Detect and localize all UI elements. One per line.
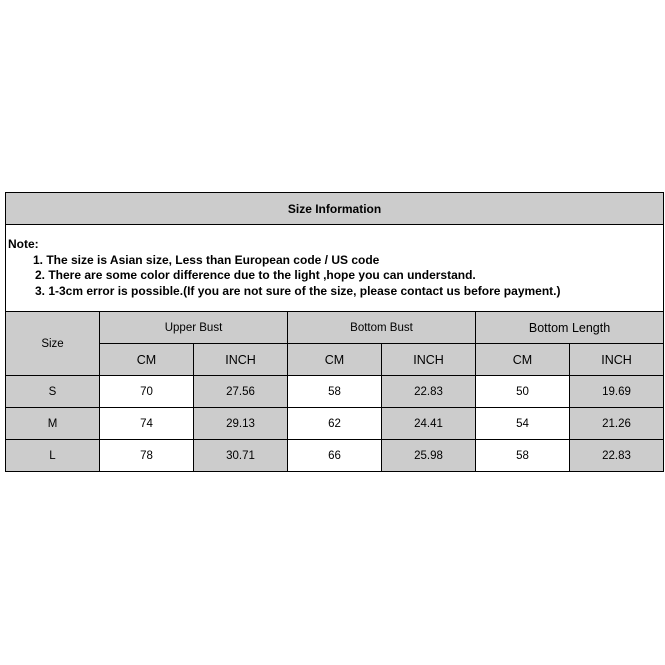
unit-header: INCH — [382, 344, 476, 376]
table-cell: 70 — [100, 376, 194, 408]
table-cell: 29.13 — [194, 408, 288, 440]
size-chart — [5, 192, 663, 472]
unit-header: INCH — [570, 344, 664, 376]
unit-header: CM — [476, 344, 570, 376]
table-cell: 19.69 — [570, 376, 664, 408]
size-column-header: Size — [6, 312, 100, 376]
unit-header: CM — [100, 344, 194, 376]
table-row — [6, 440, 664, 472]
table-title: Size Information — [6, 193, 664, 225]
note-item-1: 1. The size is Asian size, Less than European code / US code — [33, 252, 380, 267]
table-cell: 78 — [100, 440, 194, 472]
group-header-bottom-bust: Bottom Bust — [288, 312, 476, 344]
size-label: M — [6, 408, 100, 440]
size-label: S — [6, 376, 100, 408]
size-label: L — [6, 440, 100, 472]
table-cell: 21.26 — [570, 408, 664, 440]
table-cell: 22.83 — [570, 440, 664, 472]
note-heading: Note: — [8, 237, 39, 251]
table-row — [6, 408, 664, 440]
note-item-2: 2. There are some color difference due to the light ,hope you can understand. — [35, 268, 476, 282]
table-cell: 27.56 — [194, 376, 288, 408]
table-cell: 22.83 — [382, 376, 476, 408]
table-cell: 58 — [288, 376, 382, 408]
table-cell: 24.41 — [382, 408, 476, 440]
group-header-upper-bust: Upper Bust — [100, 312, 288, 344]
table-cell: 50 — [476, 376, 570, 408]
table-cell: 62 — [288, 408, 382, 440]
table-cell: 58 — [476, 440, 570, 472]
table-cell: 74 — [100, 408, 194, 440]
unit-header: CM — [288, 344, 382, 376]
table-cell: 54 — [476, 408, 570, 440]
note-item-3: 3. 1-3cm error is possible.(If you are not sure of the size, please contact us before payment.) — [35, 283, 561, 298]
group-header-bottom-length: Bottom Length — [476, 312, 664, 344]
size-table — [5, 192, 664, 472]
table-cell: 66 — [288, 440, 382, 472]
note-block — [6, 225, 664, 312]
table-cell: 30.71 — [194, 440, 288, 472]
table-row — [6, 376, 664, 408]
table-cell: 25.98 — [382, 440, 476, 472]
unit-header: INCH — [194, 344, 288, 376]
